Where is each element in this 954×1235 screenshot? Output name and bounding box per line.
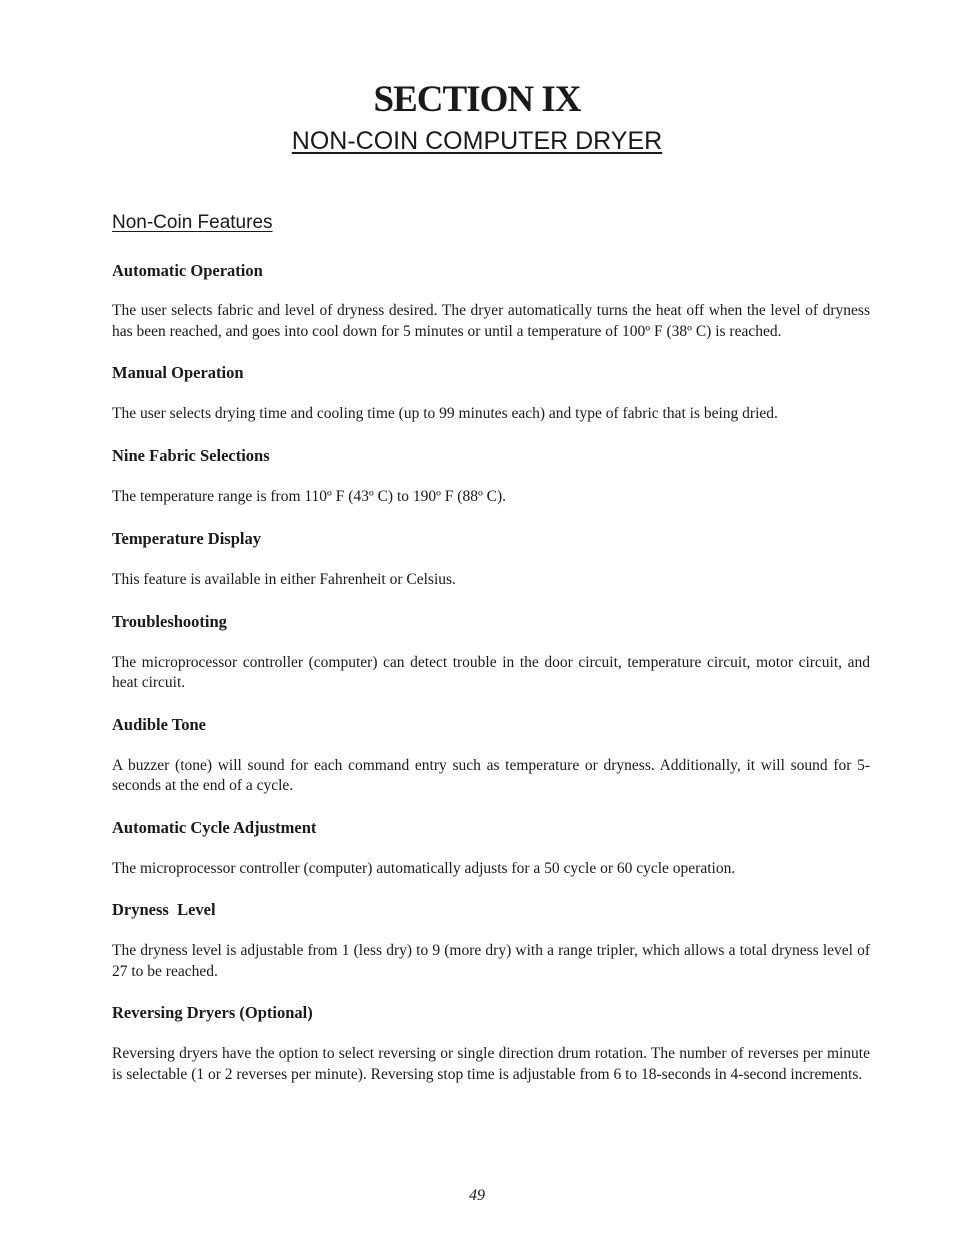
feature-body-temperature-display: This feature is available in either Fahrenheit or Celsius. xyxy=(112,571,456,588)
feature-title-audible-tone: Audible Tone xyxy=(112,714,207,734)
feature-body-nine-fabric-selections: The temperature range is from 110º F (43º C) to 190º F (88º C). xyxy=(112,487,507,505)
feature-title-dryness-level: Dryness Level xyxy=(112,900,216,919)
page-number: 49 xyxy=(469,1187,485,1204)
feature-title-nine-fabric-selections: Nine Fabric Selections xyxy=(112,445,270,465)
section-subtitle xyxy=(0,125,954,157)
section-subtitle-text: NON-COIN COMPUTER DRYER xyxy=(291,127,663,155)
feature-title-temperature-display: Temperature Display xyxy=(112,529,261,548)
feature-body-dryness-level: The dryness level is adjustable from 1 (less dry) to 9 (more dry) with a range tripler, which allows a total dryness level of 27 to be reached. xyxy=(112,942,870,980)
section-title: SECTION IX xyxy=(373,79,581,120)
feature-title-automatic-operation: Automatic Operation xyxy=(112,261,263,280)
feature-title-troubleshooting: Troubleshooting xyxy=(112,611,227,631)
features-heading: Non-Coin Features xyxy=(112,212,273,233)
feature-body-troubleshooting: The microprocessor controller (computer) can detect trouble in the door circuit, temperature circuit, motor circuit, and heat circuit. xyxy=(112,653,870,691)
feature-title-reversing-dryers: Reversing Dryers (Optional) xyxy=(112,1003,313,1022)
feature-body-automatic-operation: The user selects fabric and level of dryness desired. The dryer automatically turns the heat off when the level of dryness has been reached, and goes into cool down for 5 minutes or until a temperature of 100º F (38º C) is reached. xyxy=(112,302,870,340)
feature-body-audible-tone: A buzzer (tone) will sound for each command entry such as temperature or dryness. Additionally, it will sound for 5-seconds at the end of a cycle. xyxy=(112,756,870,794)
feature-body-manual-operation: The user selects drying time and cooling time (up to 99 minutes each) and type of fabric that is being dried. xyxy=(112,405,778,422)
feature-body-automatic-cycle-adjustment: The microprocessor controller (computer) automatically adjusts for a 50 cycle or 60 cycle operation. xyxy=(112,859,736,877)
feature-body-reversing-dryers: Reversing dryers have the option to select reversing or single direction drum rotation. The number of reverses per minute is selectable (1 or 2 reverses per minute). Reversing stop time is adjustable from 6 to 18-seconds in 4-second increments. xyxy=(112,1045,870,1083)
feature-title-automatic-cycle-adjustment: Automatic Cycle Adjustment xyxy=(112,817,317,837)
feature-title-manual-operation: Manual Operation xyxy=(112,363,244,382)
features-content xyxy=(112,210,870,1085)
